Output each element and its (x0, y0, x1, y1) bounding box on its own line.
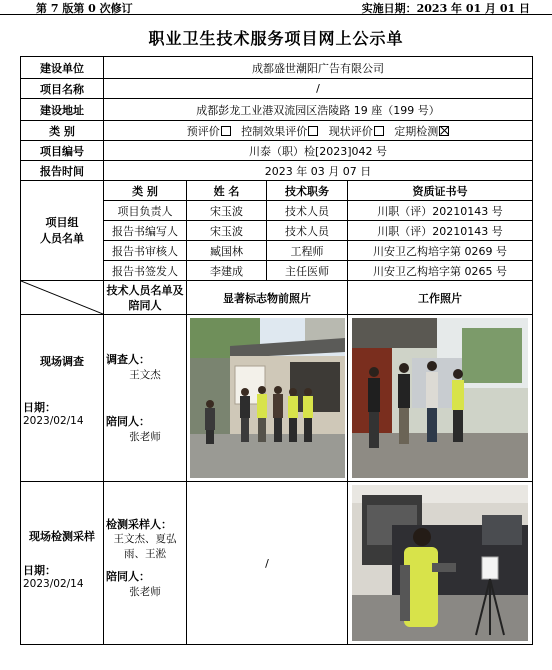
team-role: 报告书审核人 (104, 241, 187, 261)
sampling-label-cell (21, 482, 104, 645)
team-person: 宋玉波 (187, 221, 267, 241)
row-date (21, 161, 533, 181)
revision-label: 第 7 版第 0 次修订 (36, 2, 133, 15)
team-title: 主任医师 (267, 261, 348, 281)
team-role: 项目负责人 (104, 201, 187, 221)
category-option-periodic: 定期检测 (394, 125, 449, 138)
checkbox-icon (374, 126, 384, 136)
row-unit (21, 57, 533, 79)
team-person: 李建成 (187, 261, 267, 281)
team-person: 宋玉波 (187, 201, 267, 221)
category-options (104, 121, 533, 141)
sampling-date-label: 日期： (23, 564, 56, 577)
work-photo (352, 318, 528, 478)
number-label: 项目编号 (21, 141, 104, 161)
sampling-row (21, 482, 533, 645)
sampler-names: 王文杰、夏弘雨、王淞 (113, 533, 177, 560)
sampling-staff-cell (104, 482, 187, 645)
site-col-landmark: 显著标志物前照片 (187, 281, 348, 315)
landmark-photo (190, 318, 345, 478)
unit-value: 成都盛世潮阳广告有限公司 (104, 57, 533, 79)
sampling-escort-label: 陪同人： (106, 570, 150, 583)
project-label: 项目名称 (21, 79, 104, 99)
investigator-name: 王文杰 (129, 369, 161, 381)
site-header-row (21, 281, 533, 315)
sampling-escort-name: 张老师 (129, 586, 161, 598)
team-title: 技术人员 (267, 201, 348, 221)
checkbox-checked-icon (439, 126, 449, 136)
number-value: 川泰（职）检[2023]042 号 (104, 141, 533, 161)
team-cert: 川职（评）20210143 号 (348, 221, 533, 241)
disclosure-table (20, 56, 533, 645)
team-title: 工程师 (267, 241, 348, 261)
page-title: 职业卫生技术服务项目网上公示单 (148, 29, 404, 48)
diagonal-line (21, 281, 103, 314)
investigation-date-label: 日期： (23, 401, 56, 414)
category-option-pre: 预评价 (187, 125, 231, 138)
sampling-work-photo-cell (348, 482, 533, 645)
category-label: 类 别 (21, 121, 104, 141)
team-role: 报告书编写人 (104, 221, 187, 241)
team-cert: 川职（评）20210143 号 (348, 201, 533, 221)
category-option-status: 现状评价 (329, 125, 384, 138)
investigation-label-cell (21, 315, 104, 482)
investigation-escort-label: 陪同人： (106, 415, 150, 428)
address-value: 成都彭龙工业港双流园区浩陵路 19 座（199 号） (104, 99, 533, 121)
team-header-row (21, 181, 533, 201)
sampling-landmark-cell (187, 482, 348, 645)
row-category (21, 121, 533, 141)
investigation-row (21, 315, 533, 482)
team-col-name: 姓 名 (187, 181, 267, 201)
address-label: 建设地址 (21, 99, 104, 121)
team-person: 臧国林 (187, 241, 267, 261)
date-label: 报告时间 (21, 161, 104, 181)
unit-label: 建设单位 (21, 57, 104, 79)
team-col-title: 技术职务 (267, 181, 348, 201)
category-option-control: 控制效果评价 (241, 125, 318, 138)
row-project (21, 79, 533, 99)
implementation-date: 实施日期：2023 年 01 月 01 日 (361, 2, 530, 15)
row-address (21, 99, 533, 121)
sampling-date: 2023/02/14 (23, 578, 84, 590)
page-header (0, 0, 552, 16)
team-cert: 川安卫乙构培字第 0269 号 (348, 241, 533, 261)
investigation-staff-cell (104, 315, 187, 482)
work-photo-cell (348, 315, 533, 482)
team-section-label: 项目组 人员名单 (21, 181, 104, 281)
header-rule (0, 14, 552, 15)
investigation-date: 2023/02/14 (23, 415, 84, 427)
checkbox-icon (221, 126, 231, 136)
project-value: / (104, 79, 533, 99)
sampling-photo (352, 485, 528, 641)
investigation-escort-name: 张老师 (129, 431, 161, 443)
team-cert: 川安卫乙构培字第 0265 号 (348, 261, 533, 281)
team-col-cert: 资质证书号 (348, 181, 533, 201)
site-col-work: 工作照片 (348, 281, 533, 315)
investigator-label: 调查人： (106, 353, 150, 366)
date-value: 2023 年 03 月 07 日 (104, 161, 533, 181)
row-number (21, 141, 533, 161)
sampler-label: 检测采样人： (106, 518, 172, 531)
sampling-landmark-empty: / (265, 556, 269, 570)
site-col-staff: 技术人员名单及陪同人 (104, 281, 187, 315)
checkbox-icon (308, 126, 318, 136)
team-title: 技术人员 (267, 221, 348, 241)
investigation-label: 现场调查 (40, 355, 84, 368)
sampling-label: 现场检测采样 (29, 530, 95, 543)
team-col-category: 类 别 (104, 181, 187, 201)
diagonal-cell (21, 281, 104, 315)
team-role: 报告书签发人 (104, 261, 187, 281)
landmark-photo-cell (187, 315, 348, 482)
